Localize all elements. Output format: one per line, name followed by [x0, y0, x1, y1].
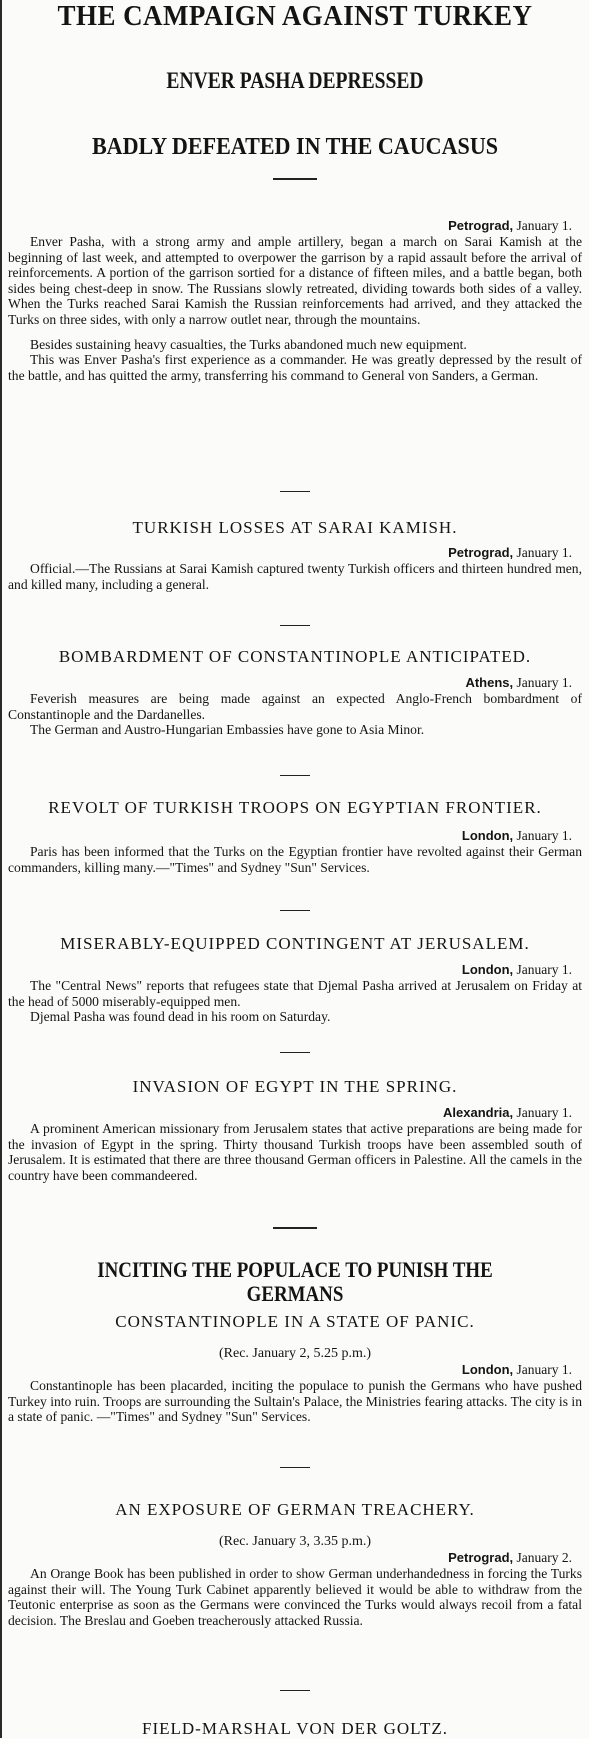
dateline	[8, 828, 582, 844]
article-egypt	[8, 1077, 582, 1183]
article-heading: REVOLT OF TURKISH TROOPS ON EGYPTIAN FRONTIER.	[48, 798, 542, 817]
sub-heading-caucasus: BADLY DEFEATED IN THE CAUCASUS	[91, 134, 499, 160]
dateline	[8, 962, 582, 978]
dateline-date: January 1.	[516, 1362, 572, 1377]
divider	[8, 1467, 582, 1468]
paragraph: The "Central News" reports that refugees state that Djemal Pasha arrived at Jerusalem on Friday at the head of 5000 miserably-equipped men.	[8, 978, 582, 1009]
article-revolt	[8, 798, 582, 875]
article-sarai-kamish	[8, 518, 582, 592]
paragraph: Constantinople has been placarded, inciting the populace to punish the Germans who have pushed Turkey into ruin. Troops are surrounding the Sultain's Palace, the Ministries fearing attacks. The city is in a state of panic. —"Times" and Sydney "Sun" Services.	[8, 1378, 582, 1425]
dateline-date: January 1.	[516, 218, 572, 233]
dateline-date: January 1.	[516, 1105, 572, 1120]
article-heading: INVASION OF EGYPT IN THE SPRING.	[132, 1077, 458, 1096]
article-treachery	[8, 1500, 582, 1628]
divider	[8, 775, 582, 776]
dateline-place: Alexandria,	[443, 1105, 514, 1120]
received-time: (Rec. January 3, 3.35 p.m.)	[218, 1534, 372, 1549]
dateline	[8, 1362, 582, 1378]
dateline-place: London,	[461, 1362, 514, 1377]
section-heading: INCITING THE POPULACE TO PUNISH THE GERMANS	[97, 1257, 493, 1306]
paragraph: Paris has been informed that the Turks on the Egyptian frontier have revolted against their German commanders, killing many.—"Times" and Sydney "Sun" Services.	[8, 844, 582, 875]
article-heading: TURKISH LOSSES AT SARAI KAMISH.	[132, 518, 458, 537]
article-heading: MISERABLY-EQUIPPED CONTINGENT AT JERUSALEM.	[60, 934, 530, 953]
dateline	[8, 1550, 582, 1566]
dateline-place: London,	[461, 962, 514, 977]
article-heading: BOMBARDMENT OF CONSTANTINOPLE ANTICIPATED.	[58, 647, 532, 666]
received-time: (Rec. January 2, 5.25 p.m.)	[218, 1346, 372, 1361]
sub-heading-enver: ENVER PASHA DEPRESSED	[166, 68, 424, 93]
article-caucasus	[8, 218, 582, 383]
article-heading: CONSTANTINOPLE IN A STATE OF PANIC.	[115, 1312, 475, 1331]
divider	[8, 178, 582, 180]
dateline-date: January 1.	[516, 828, 572, 843]
article-bombardment	[8, 647, 582, 738]
divider	[8, 1227, 582, 1229]
main-heading: THE CAMPAIGN AGAINST TURKEY	[57, 0, 533, 32]
dateline-place: Petrograd,	[448, 218, 514, 233]
dateline	[8, 545, 582, 561]
article-panic	[8, 1312, 582, 1425]
paragraph: This was Enver Pasha's first experience as a commander. He was greatly depressed by the result of the battle, and has quitted the army, transferring his command to General von Sanders, a German.	[8, 352, 582, 383]
article-heading: AN EXPOSURE OF GERMAN TREACHERY.	[115, 1500, 475, 1519]
paragraph: Feverish measures are being made against an expected Anglo-French bombardment of Constantinople and the Dardanelles.	[8, 691, 582, 722]
dateline-place: Petrograd,	[448, 1550, 514, 1565]
dateline-date: January 1.	[516, 545, 572, 560]
divider	[8, 1052, 582, 1053]
paragraph: An Orange Book has been published in order to show German underhandedness in forcing the Turks against their will. The Young Turk Cabinet apparently believed it would be able to withdraw from the Teutonic enterprise as soon as the Germans were convinced the Turks would always recoil from a fatal decision. The Breslau and Goeben treacherously attacked Russia.	[8, 1566, 582, 1628]
dateline	[8, 675, 582, 691]
paragraph: The German and Austro-Hungarian Embassies have gone to Asia Minor.	[30, 722, 425, 738]
dateline	[8, 1105, 582, 1121]
article-heading-goltz: FIELD-MARSHAL VON DER GOLTZ.	[142, 1719, 448, 1738]
article-jerusalem	[8, 934, 582, 1025]
dateline-date: January 2.	[516, 1550, 572, 1565]
dateline-place: Athens,	[465, 675, 514, 690]
column-rule	[0, 0, 2, 1738]
dateline-date: January 1.	[516, 962, 572, 977]
paragraph: Official.—The Russians at Sarai Kamish captured twenty Turkish officers and thirteen hundred men, and killed many, including a general.	[8, 561, 582, 592]
divider	[8, 1690, 582, 1691]
divider	[8, 625, 582, 626]
paragraph: Djemal Pasha was found dead in his room on Saturday.	[30, 1009, 331, 1025]
dateline-date: January 1.	[516, 675, 572, 690]
dateline	[8, 218, 582, 234]
paragraph: Enver Pasha, with a strong army and ample artillery, began a march on Sarai Kamish at the beginning of last week, and attempted to overpower the garrison by a rapid assault before the arrival of reinforcements. A portion of the garrison sortied for a distance of fifteen miles, and a battle began, both sides being chest-deep in snow. The Russians slowly retreated, dividing towards both sides of a valley. When the Turks reached Sarai Kamish the Russian reinforcements had arrived, and they attacked the Turks on three sides, with only a narrow outlet near, through the mountains.	[8, 234, 582, 327]
paragraph: Besides sustaining heavy casualties, the Turks abandoned much new equipment.	[30, 336, 467, 352]
dateline-place: London,	[461, 828, 514, 843]
dateline-place: Petrograd,	[448, 545, 514, 560]
divider	[8, 491, 582, 492]
divider	[8, 910, 582, 911]
paragraph: A prominent American missionary from Jerusalem states that active preparations are being made for the invasion of Egypt in the spring. Thirty thousand Turkish troops have been assembled south of Jerusalem. It is estimated that there are three thousand German officers in Palestine. All the camels in the country have been commandeered.	[8, 1121, 582, 1183]
